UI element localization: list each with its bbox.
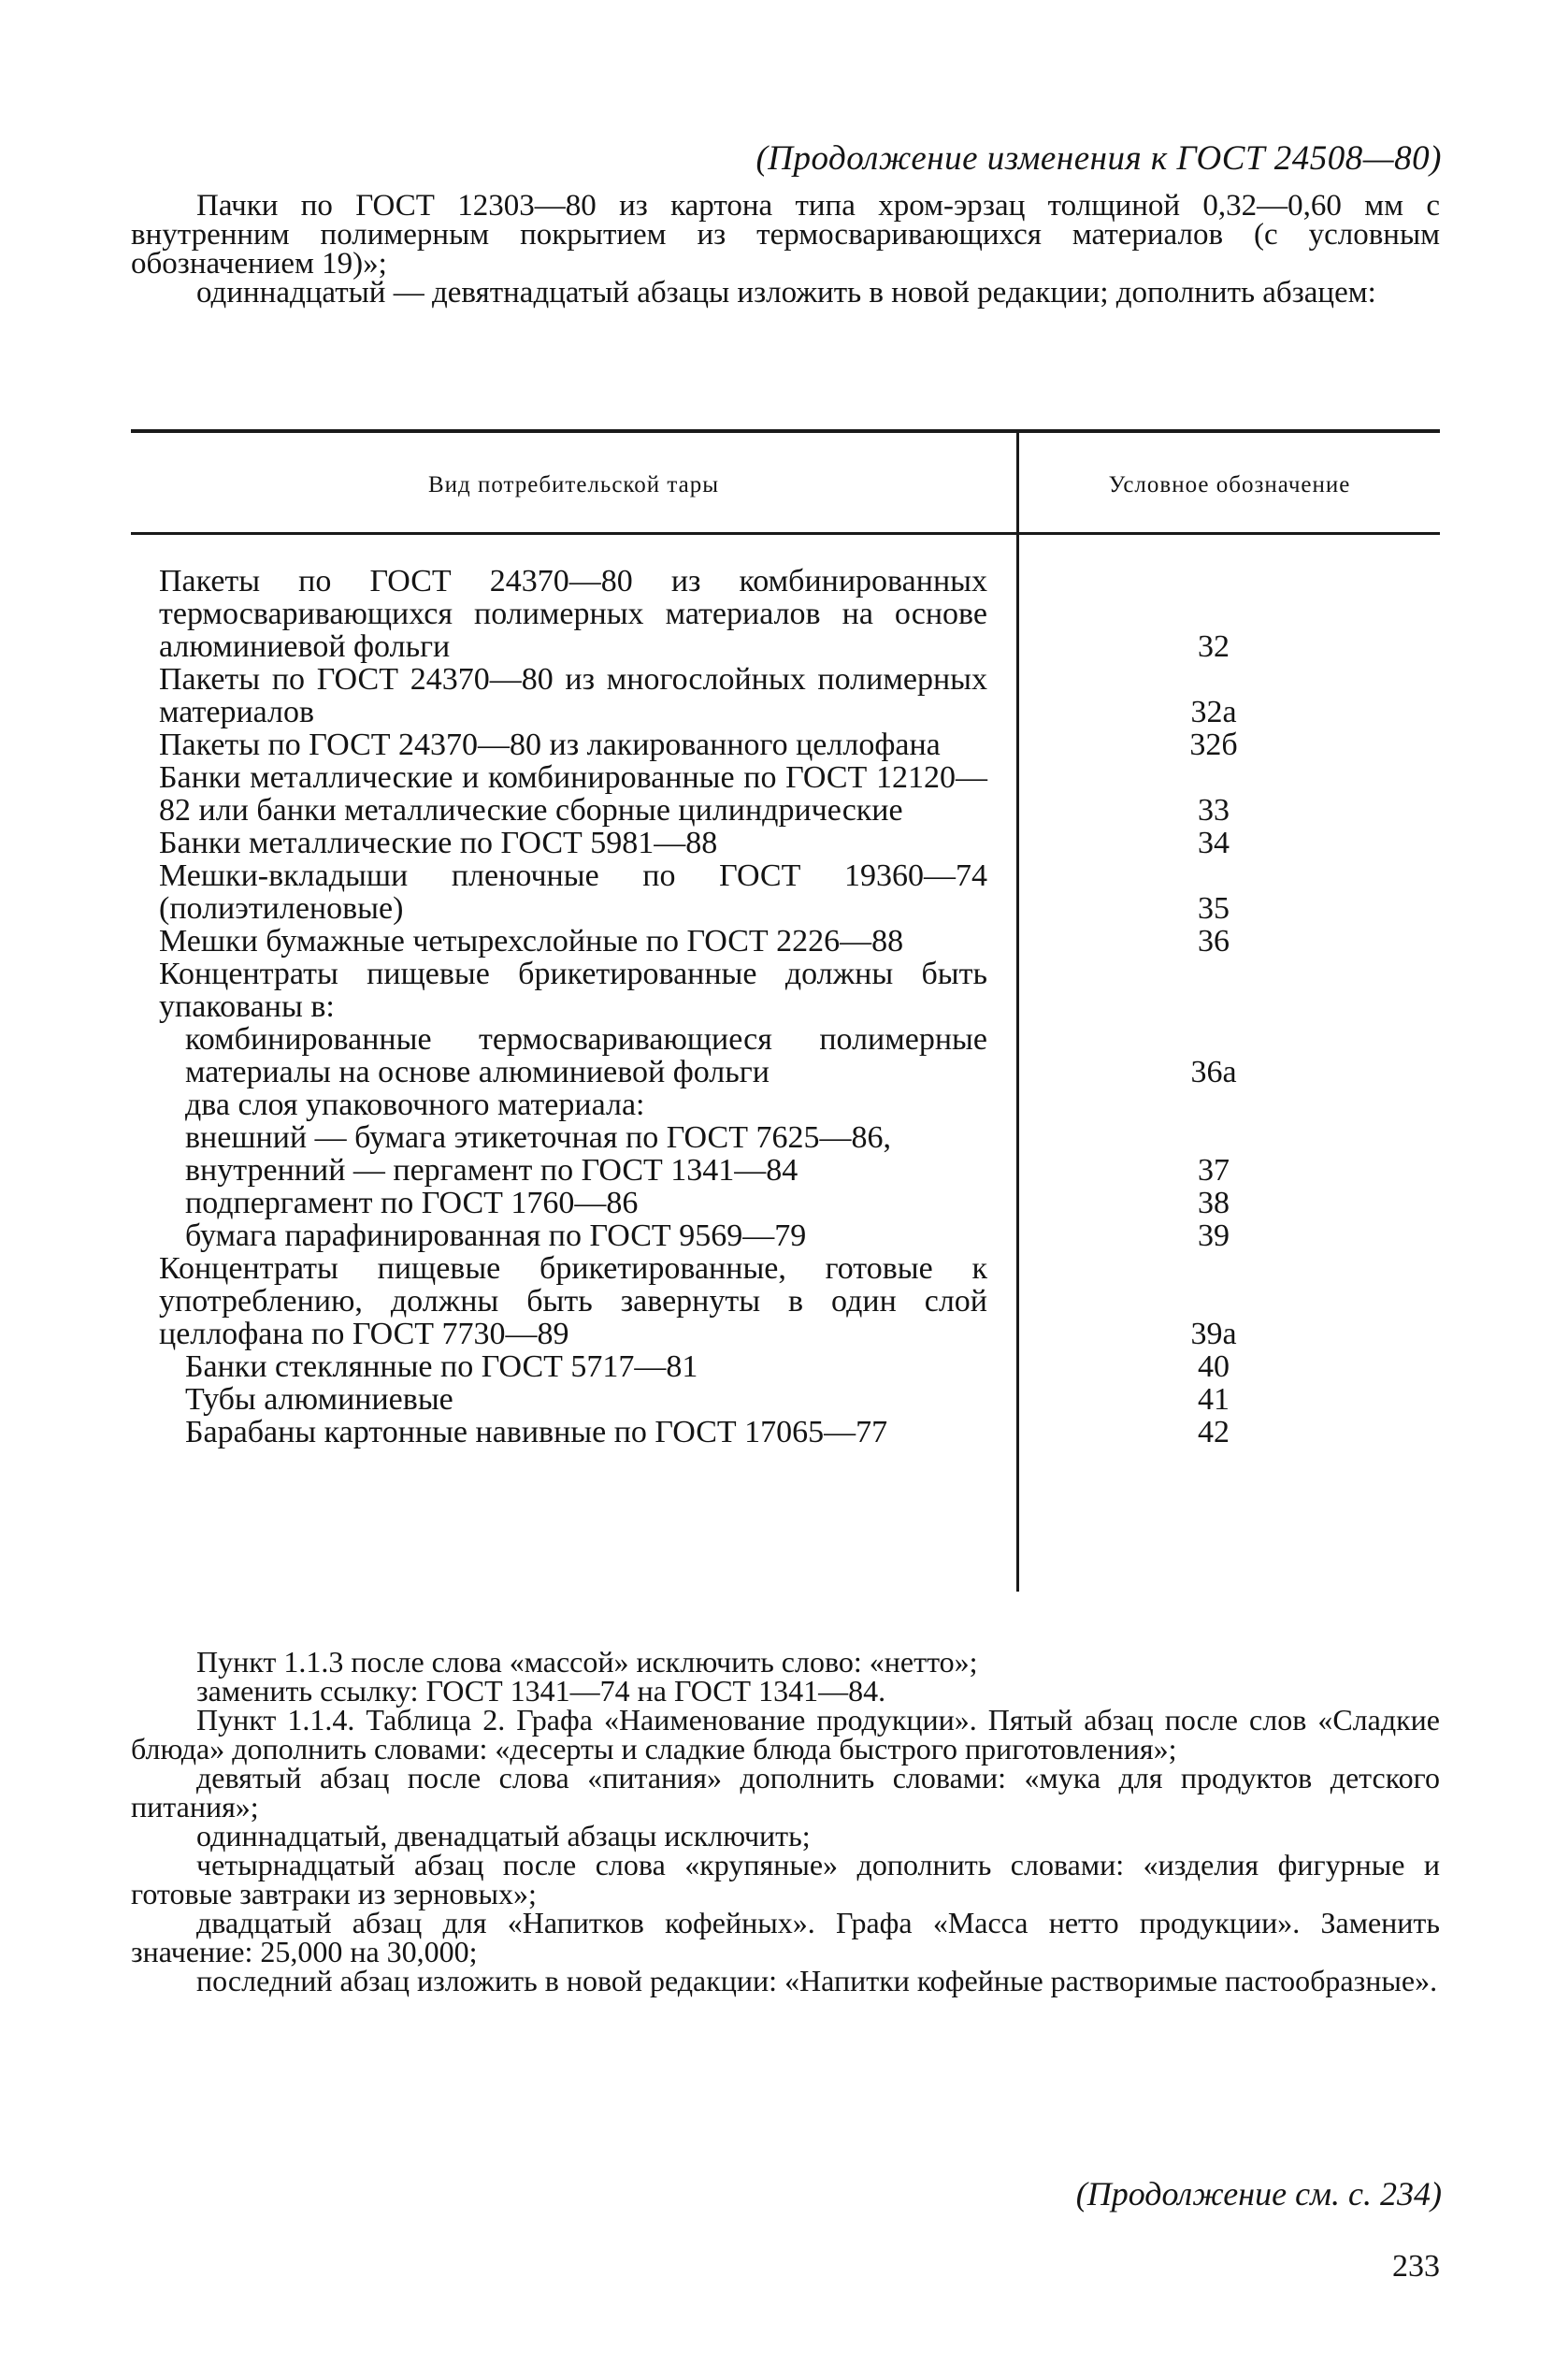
- table-row: [159, 663, 1440, 728]
- table-row: [159, 1416, 1440, 1449]
- designation-cell: 39: [1198, 1218, 1230, 1253]
- designation-cell: 35: [1198, 891, 1230, 926]
- table-row: [159, 1383, 1440, 1416]
- packaging-type-cell: Банки металлические и комбинированные по ГОСТ 12120—82 или банки металлические сборные цилиндрические: [159, 760, 987, 828]
- packaging-type-cell: бумага парафинированная по ГОСТ 9569—79: [185, 1218, 807, 1253]
- intro-text: [131, 189, 1440, 310]
- continuation-header: (Продолжение изменения к ГОСТ 24508—80): [755, 139, 1442, 178]
- designation-cell: 42: [1198, 1415, 1230, 1449]
- designation-cell: 39а: [1190, 1317, 1237, 1351]
- amendment-paragraph: двадцатый абзац для «Напитков кофейных». Графа «Масса нетто продукции». Заменить значение: 25,000 на 30,000;: [131, 1906, 1440, 1968]
- amendment-paragraph: Пункт 1.1.4. Таблица 2. Графа «Наименование продукции». Пятый абзац после слов «Сладкие блюда» дополнить словами: «десерты и сладкие блюда быстрого приготовления»;: [131, 1703, 1440, 1766]
- intro-paragraph: одиннадцатый — девятнадцатый абзацы изложить в новой редакции; дополнить абзацем:: [196, 276, 1376, 310]
- designation-cell: 36: [1198, 924, 1230, 959]
- packaging-type-cell: подпергамент по ГОСТ 1760—86: [185, 1186, 639, 1220]
- page-number: 233: [1392, 2249, 1440, 2284]
- designation-cell: 40: [1198, 1349, 1230, 1384]
- amendment-text: [131, 1645, 1440, 1997]
- designation-cell: 32б: [1189, 728, 1238, 762]
- packaging-type-cell: Мешки бумажные четырехслойные по ГОСТ 2226—88: [159, 924, 904, 959]
- table-row: [159, 1088, 1440, 1121]
- table-row: [159, 1154, 1440, 1187]
- table-row: [159, 1219, 1440, 1252]
- table-row: [159, 925, 1440, 958]
- table-row: [159, 565, 1440, 663]
- packaging-type-cell: комбинированные термосваривающиеся полимерные материалы на основе алюминиевой фольги: [185, 1022, 987, 1089]
- table-row: [159, 827, 1440, 859]
- packaging-type-cell: Барабаны картонные навивные по ГОСТ 17065—77: [185, 1415, 888, 1449]
- packaging-type-cell: два слоя упаковочного материала:: [185, 1088, 645, 1122]
- table-row: [159, 958, 1440, 1023]
- table-row: [159, 1023, 1440, 1088]
- amendment-paragraph: четырнадцатый абзац после слова «крупяные» дополнить словами: «изделия фигурные и готовые завтраки из зерновых»;: [131, 1848, 1440, 1910]
- designation-cell: 34: [1198, 826, 1230, 860]
- designation-cell: 38: [1198, 1186, 1230, 1220]
- amendment-paragraph: Пункт 1.1.3 после слова «массой» исключить слово: «нетто»;: [196, 1645, 978, 1679]
- table-row: [159, 1252, 1440, 1350]
- packaging-type-cell: Тубы алюминиевые: [185, 1382, 453, 1417]
- designation-cell: 33: [1198, 793, 1230, 828]
- table-header-rule: [131, 532, 1440, 535]
- packaging-type-cell: Пакеты по ГОСТ 24370—80 из лакированного целлофана: [159, 728, 941, 762]
- amendment-paragraph: одиннадцатый, двенадцатый абзацы исключить;: [196, 1819, 811, 1852]
- packaging-type-cell: Банки стеклянные по ГОСТ 5717—81: [185, 1349, 698, 1384]
- amendment-paragraph: последний абзац изложить в новой редакции: «Напитки кофейные растворимые пастообразные».: [196, 1964, 1438, 1997]
- packaging-type-cell: Пакеты по ГОСТ 24370—80 из комбинированных термосваривающихся полимерных материалов на основе алюминиевой фольги: [159, 564, 987, 664]
- packaging-type-cell: Банки металлические по ГОСТ 5981—88: [159, 826, 718, 860]
- packaging-type-cell: Мешки-вкладыши пленочные по ГОСТ 19360—74 (полиэтиленовые): [159, 858, 987, 926]
- packaging-type-cell: Пакеты по ГОСТ 24370—80 из многослойных полимерных материалов: [159, 662, 987, 729]
- designation-cell: 37: [1198, 1153, 1230, 1188]
- packaging-type-cell: Концентраты пищевые брикетированные, готовые к употреблению, должны быть завернуты в один слой целлофана по ГОСТ 7730—89: [159, 1251, 987, 1351]
- designation-cell: 32а: [1190, 695, 1237, 729]
- table-row: [159, 1187, 1440, 1219]
- table-body: [159, 565, 1440, 1449]
- table-row: [159, 1350, 1440, 1383]
- intro-paragraph: Пачки по ГОСТ 12303—80 из картона типа хром-эрзац толщиной 0,32—0,60 мм с внутренним полимерным покрытием из термосваривающихся материалов (с условным обозначением 19)»;: [131, 189, 1440, 281]
- table-row: [159, 728, 1440, 761]
- amendment-paragraph: девятый абзац после слова «питания» дополнить словами: «мука для продуктов детского питания»;: [131, 1761, 1440, 1823]
- packaging-type-cell: Концентраты пищевые брикетированные должны быть упакованы в:: [159, 957, 987, 1024]
- continuation-footer: (Продолжение см. с. 234): [1075, 2175, 1442, 2213]
- table-top-rule: [131, 429, 1440, 433]
- packaging-type-cell: внешний — бумага этикеточная по ГОСТ 7625—86,: [185, 1120, 891, 1155]
- column-header-designation: Условное обозначение: [1108, 472, 1351, 497]
- table-row: [159, 761, 1440, 827]
- designation-cell: 36а: [1190, 1055, 1237, 1089]
- amendment-paragraph: заменить ссылку: ГОСТ 1341—74 на ГОСТ 1341—84.: [196, 1674, 886, 1708]
- column-header-packaging-type: Вид потребительской тары: [427, 472, 720, 497]
- table-row: [159, 859, 1440, 925]
- table-row: [159, 1121, 1440, 1154]
- packaging-type-cell: внутренний — пергамент по ГОСТ 1341—84: [185, 1153, 798, 1188]
- designation-cell: 32: [1198, 629, 1230, 664]
- designation-cell: 41: [1198, 1382, 1230, 1417]
